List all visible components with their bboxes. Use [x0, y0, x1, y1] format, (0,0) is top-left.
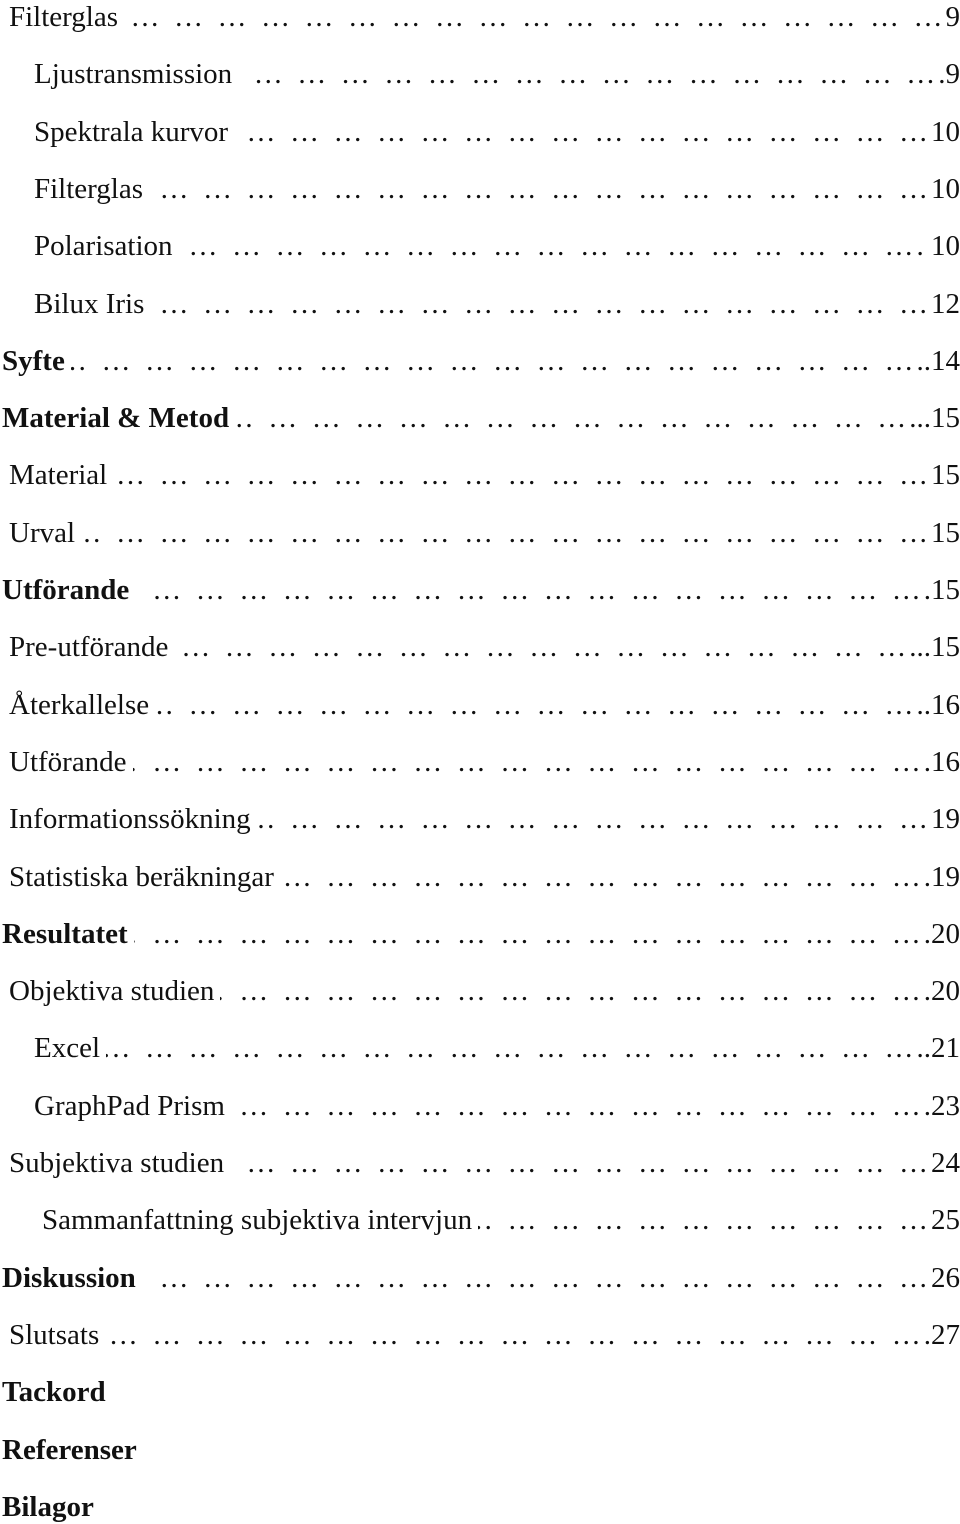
- toc-page-number: .15: [924, 573, 960, 607]
- toc-entry-title: Subjektiva studien: [9, 1146, 224, 1180]
- toc-entry-title: Excel: [34, 1031, 100, 1065]
- toc-page-number: 15: [931, 516, 960, 550]
- toc-entry: [0, 735, 960, 779]
- toc-page-number: .9: [938, 57, 960, 91]
- toc-page-number: ...15: [909, 630, 960, 664]
- toc-entry: [0, 334, 960, 378]
- toc-entry: [0, 1365, 960, 1409]
- toc-entry: [0, 792, 960, 836]
- toc-entry-title: Tackord: [2, 1375, 106, 1409]
- toc-entry: [0, 506, 960, 550]
- toc-entry: [0, 219, 960, 263]
- toc-dot-leader: [231, 1089, 921, 1123]
- toc-dot-leader: [280, 860, 921, 894]
- toc-dot-leader: [234, 115, 928, 149]
- toc-dot-leader: [135, 573, 920, 607]
- toc-entry-title: Polarisation: [34, 229, 173, 263]
- toc-entry: [0, 391, 960, 435]
- toc-page-number: 24: [931, 1146, 960, 1180]
- toc-entry-title: Bilagor: [2, 1490, 94, 1524]
- toc-entry: [0, 678, 960, 722]
- toc-dot-leader: [149, 172, 928, 206]
- toc-page-number: 19: [931, 802, 960, 836]
- toc-dot-leader: [106, 1031, 913, 1065]
- toc-entry: [0, 0, 960, 34]
- toc-entry-title: Material: [9, 458, 107, 492]
- toc-entry-title: Material & Metod: [2, 401, 229, 435]
- toc-entry-title: Bilux Iris: [34, 287, 144, 321]
- toc-dot-leader: [142, 1261, 928, 1295]
- toc-dot-leader: [257, 802, 928, 836]
- toc-dot-leader: [105, 1318, 921, 1352]
- toc-dot-leader: [478, 1203, 928, 1237]
- toc-entry-title: Diskussion: [2, 1261, 136, 1295]
- toc-entry: [0, 620, 960, 664]
- toc-page-number: .20: [924, 917, 960, 951]
- toc-entry-title: Referenser: [2, 1433, 137, 1467]
- toc-dot-leader: [230, 1146, 928, 1180]
- toc-entry: [0, 1021, 960, 1065]
- toc-page-number: .16: [924, 745, 960, 779]
- toc-page-number: 26: [931, 1261, 960, 1295]
- toc-entry-title: Informationssökning: [9, 802, 251, 836]
- toc-entry: [0, 1251, 960, 1295]
- toc-entry: [0, 1136, 960, 1180]
- toc-page-number: 10: [931, 115, 960, 149]
- toc-entry: [0, 907, 960, 951]
- toc-page-number: ...15: [909, 401, 960, 435]
- toc-dot-leader: [235, 401, 906, 435]
- toc-page-number: 9: [946, 0, 960, 34]
- toc-dot-leader: [124, 0, 942, 34]
- toc-entry-title: Filterglas: [9, 0, 118, 34]
- toc-entry-title: Utförande: [2, 573, 129, 607]
- toc-entry-title: Sammanfattning subjektiva intervjun: [42, 1203, 472, 1237]
- toc-page-number: ..16: [917, 688, 960, 722]
- toc-entry-title: Resultatet: [2, 917, 128, 951]
- toc-entry-title: Objektiva studien: [9, 974, 214, 1008]
- toc-page-number: 15: [931, 458, 960, 492]
- toc-page-number: 10: [931, 172, 960, 206]
- toc-entry: [0, 850, 960, 894]
- toc-entry: [0, 448, 960, 492]
- toc-dot-leader: [81, 516, 928, 550]
- toc-page-number: .19: [924, 860, 960, 894]
- toc-page-number: . 10: [917, 229, 960, 263]
- toc-dot-leader: [150, 287, 928, 321]
- toc-entry-title: Ljustransmission: [34, 57, 232, 91]
- toc-entry-title: Slutsats: [9, 1318, 99, 1352]
- toc-entry-title: Pre-utförande: [9, 630, 168, 664]
- toc-page-number: 25: [931, 1203, 960, 1237]
- toc-entry: [0, 47, 960, 91]
- toc-entry-title: Syfte: [2, 344, 65, 378]
- toc-dot-leader: [220, 974, 920, 1008]
- toc-dot-leader: [133, 745, 921, 779]
- toc-page-number: ..21: [917, 1031, 960, 1065]
- toc-page-number: .27: [924, 1318, 960, 1352]
- toc-entry-title: Utförande: [9, 745, 127, 779]
- toc-entry: [0, 1480, 960, 1524]
- toc-dot-leader: [179, 229, 914, 263]
- toc-entry-title: Spektrala kurvor: [34, 115, 228, 149]
- toc-entry: [0, 1193, 960, 1237]
- toc-dot-leader: [71, 344, 914, 378]
- toc-dot-leader: [174, 630, 906, 664]
- toc-page-number: .20: [924, 974, 960, 1008]
- toc-entry-title: Statistiska beräkningar: [9, 860, 274, 894]
- toc-entry-title: Återkallelse: [9, 688, 149, 722]
- toc-entry: [0, 1079, 960, 1123]
- toc-entry: [0, 563, 960, 607]
- toc-dot-leader: [113, 458, 928, 492]
- toc-entry-title: Filterglas: [34, 172, 143, 206]
- toc-entry: [0, 964, 960, 1008]
- toc-page-number: .23: [924, 1089, 960, 1123]
- toc-entry: [0, 1423, 960, 1467]
- toc-page-number: ..14: [917, 344, 960, 378]
- toc-dot-leader: [155, 688, 913, 722]
- toc-entry-title: Urval: [9, 516, 75, 550]
- toc-entry: [0, 162, 960, 206]
- toc-dot-leader: [238, 57, 935, 91]
- toc-entry: [0, 105, 960, 149]
- toc-entry-title: GraphPad Prism: [34, 1089, 225, 1123]
- toc-dot-leader: [134, 917, 921, 951]
- toc-entry: [0, 277, 960, 321]
- toc-entry: [0, 1308, 960, 1352]
- toc-page-number: 12: [931, 287, 960, 321]
